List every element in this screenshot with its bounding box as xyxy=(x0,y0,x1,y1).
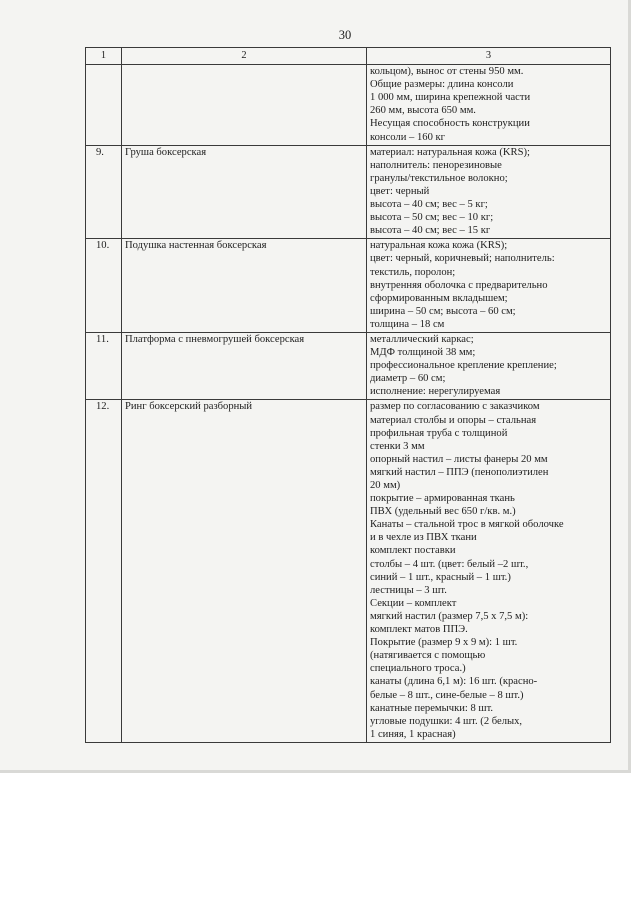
specification-line: Канаты – стальной трос в мягкой оболочке xyxy=(370,519,564,531)
specification-line: гранулы/текстильное волокно; xyxy=(370,172,508,184)
item-specification xyxy=(367,400,611,742)
specification-line: профессиональное крепление крепление; xyxy=(370,360,557,372)
specification-line: металлический каркас; xyxy=(370,333,474,345)
specification-line: исполнение: нерегулируемая xyxy=(370,386,501,398)
specification-line: стенки 3 мм xyxy=(370,440,425,452)
specification-line: опорный настил – листы фанеры 20 мм xyxy=(370,453,548,465)
column-header-number: 1 xyxy=(86,48,122,65)
specification-line: кольцом), вынос от стены 950 мм. xyxy=(370,66,524,78)
specification-line: материал: натуральная кожа (KRS); xyxy=(370,146,530,158)
specification-line: Несущая способность конструкции xyxy=(370,118,530,130)
specification-line: МДФ толщиной 38 мм; xyxy=(370,347,476,359)
column-header-name: 2 xyxy=(122,48,367,65)
table-row xyxy=(86,145,611,239)
specification-line: (натягивается с помощью xyxy=(370,650,486,662)
table-row xyxy=(86,65,611,146)
specification-line: высота – 40 см; вес – 15 кг xyxy=(370,225,491,237)
row-number: 9. xyxy=(86,145,122,239)
item-name: Подушка настенная боксерская xyxy=(122,239,367,333)
specification-line: диаметр – 60 см; xyxy=(370,373,446,385)
item-specification xyxy=(367,239,611,333)
specification-line: сформированным вкладышем; xyxy=(370,292,508,304)
specification-line: ПВХ (удельный вес 650 г/кв. м.) xyxy=(370,506,516,518)
row-number: 12. xyxy=(86,400,122,742)
specification-line: ширина – 50 см; высота – 60 см; xyxy=(370,305,516,317)
specification-line: Секции – комплект xyxy=(370,597,457,609)
specification-line: белые – 8 шт., сине-белые – 8 шт.) xyxy=(370,689,524,701)
specification-table xyxy=(85,47,611,743)
item-name: Платформа с пневмогрушей боксерская xyxy=(122,332,367,399)
column-header-description: 3 xyxy=(367,48,611,65)
item-name: Ринг боксерский разборный xyxy=(122,400,367,742)
specification-line: размер по согласованию с заказчиком xyxy=(370,401,540,413)
table-row xyxy=(86,400,611,742)
specification-line: натуральная кожа кожа (KRS); xyxy=(370,240,508,252)
specification-line: цвет: черный xyxy=(370,185,430,197)
specification-line: наполнитель: пенорезиновые xyxy=(370,159,502,171)
table-header-row xyxy=(86,48,611,65)
specification-line: комплект поставки xyxy=(370,545,456,557)
specification-line: синий – 1 шт., красный – 1 шт.) xyxy=(370,571,511,583)
specification-line: комплект матов ППЭ. xyxy=(370,624,468,636)
row-number: 10. xyxy=(86,239,122,333)
item-specification xyxy=(367,332,611,399)
page-number: 30 xyxy=(338,28,352,42)
item-specification xyxy=(367,145,611,239)
specification-line: специального троса.) xyxy=(370,663,466,675)
item-name: Груша боксерская xyxy=(122,145,367,239)
specification-line: 20 мм) xyxy=(370,480,401,491)
specification-line: 260 мм, высота 650 мм. xyxy=(370,105,476,117)
specification-line: цвет: черный, коричневый; наполнитель: xyxy=(370,253,555,265)
table-row xyxy=(86,239,611,333)
specification-line: угловые подушки: 4 шт. (2 белых, xyxy=(370,715,523,727)
specification-line: мягкий настил (размер 7,5 х 7,5 м): xyxy=(370,610,529,622)
item-specification xyxy=(367,65,611,146)
row-number: 11. xyxy=(86,332,122,399)
specification-line: Общие размеры: длина консоли xyxy=(370,79,514,91)
specification-line: толщина – 18 см xyxy=(370,318,445,330)
specification-line: консоли – 160 кг xyxy=(370,131,446,143)
table-row xyxy=(86,332,611,399)
specification-line: покрытие – армированная ткань xyxy=(370,493,515,505)
specification-line: внутренняя оболочка с предварительно xyxy=(370,279,548,291)
specification-line: профильная труба с толщиной xyxy=(370,427,508,439)
specification-line: 1 000 мм, ширина крепежной части xyxy=(370,92,531,104)
specification-line: материал столбы и опоры – стальная xyxy=(370,414,537,426)
specification-line: лестницы – 3 шт. xyxy=(370,584,447,596)
specification-line: Покрытие (размер 9 х 9 м): 1 шт. xyxy=(370,637,518,649)
specification-line: мягкий настил – ППЭ (пенополиэтилен xyxy=(370,466,549,478)
specification-line: канаты (длина 6,1 м): 16 шт. (красно- xyxy=(370,676,538,688)
specification-line: столбы – 4 шт. (цвет: белый –2 шт., xyxy=(370,558,529,570)
specification-line: канатные перемычки: 8 шт. xyxy=(370,702,494,714)
specification-line: 1 синяя, 1 красная) xyxy=(370,728,456,740)
item-name xyxy=(122,65,367,146)
specification-line: высота – 40 см; вес – 5 кг; xyxy=(370,199,488,211)
specification-line: высота – 50 см; вес – 10 кг; xyxy=(370,212,494,224)
row-number xyxy=(86,65,122,146)
specification-line: текстиль, поролон; xyxy=(370,266,456,278)
specification-line: и в чехле из ПВХ ткани xyxy=(370,532,477,544)
